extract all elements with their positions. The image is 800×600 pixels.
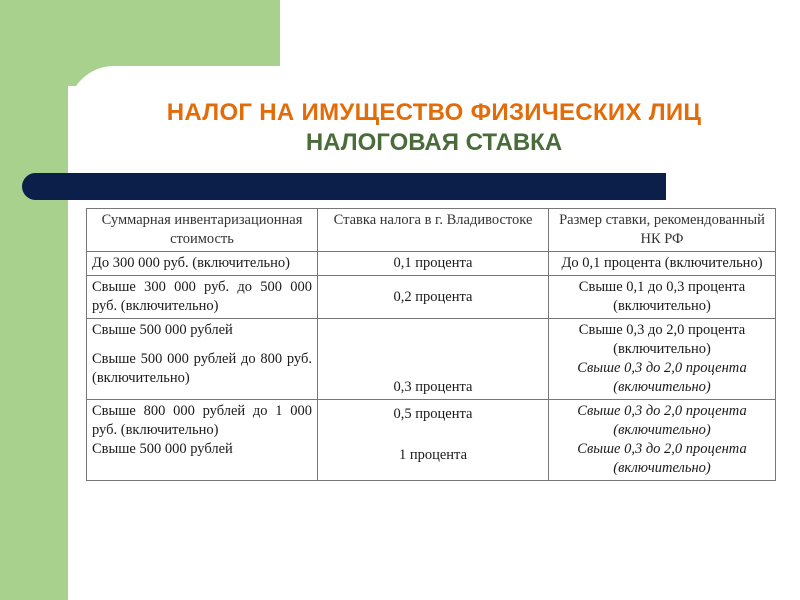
cell-value-part-b: Свыше 500 000 рублей до 800 руб. (включительно) xyxy=(92,351,312,386)
title-line-2: НАЛОГОВАЯ СТАВКА xyxy=(305,129,563,156)
cell-recommended-part-b: Свыше 0,3 до 2,0 процента (включительно) xyxy=(577,360,747,395)
divider-bar xyxy=(22,173,666,200)
cell-value: Свыше 300 000 руб. до 500 000 руб. (включительно) xyxy=(87,276,318,319)
cell-value: До 300 000 руб. (включительно) xyxy=(87,252,318,276)
slide-title xyxy=(68,98,800,158)
cell-rate xyxy=(318,400,549,481)
cell-rate-part-a: 0,5 процента xyxy=(393,406,473,422)
table-row xyxy=(87,252,776,276)
header-cell-value: Суммарная инвентаризационная стоимость xyxy=(87,209,318,252)
cell-recommended-part-a: Свыше 0,3 до 2,0 процента (включительно) xyxy=(577,403,747,438)
left-green-strip xyxy=(0,0,68,600)
header-cell-rate: Ставка налога в г. Владивостоке xyxy=(318,209,549,252)
cell-rate: 0,3 процента xyxy=(318,319,549,400)
table-row xyxy=(87,400,776,481)
cell-recommended-part-b: Свыше 0,3 до 2,0 процента (включительно) xyxy=(577,441,747,476)
header-cell-recommended: Размер ставки, рекомендованный НК РФ xyxy=(549,209,776,252)
cell-rate-part-b: 1 процента xyxy=(398,447,468,463)
cell-value-part-a: Свыше 800 000 рублей до 1 000 руб. (включительно) xyxy=(92,403,312,438)
cell-recommended-part-a: Свыше 0,3 до 2,0 процента (включительно) xyxy=(578,322,746,357)
cell-value-part-b: Свыше 500 000 рублей xyxy=(92,441,233,457)
cell-value xyxy=(87,400,318,481)
cell-value xyxy=(87,319,318,400)
table-row xyxy=(87,276,776,319)
cell-recommended xyxy=(549,319,776,400)
table-header-row xyxy=(87,209,776,252)
title-line-1: НАЛОГ НА ИМУЩЕСТВО ФИЗИЧЕСКИХ ЛИЦ xyxy=(166,99,702,126)
cell-value-part-a: Свыше 500 000 рублей xyxy=(92,322,233,338)
cell-recommended: Свыше 0,1 до 0,3 процента (включительно) xyxy=(549,276,776,319)
cell-recommended xyxy=(549,400,776,481)
cell-rate: 0,1 процента xyxy=(318,252,549,276)
cell-rate: 0,2 процента xyxy=(318,276,549,319)
cell-recommended: До 0,1 процента (включительно) xyxy=(549,252,776,276)
table-row xyxy=(87,319,776,400)
cell-spacer xyxy=(92,340,312,350)
tax-rate-table xyxy=(86,208,776,481)
